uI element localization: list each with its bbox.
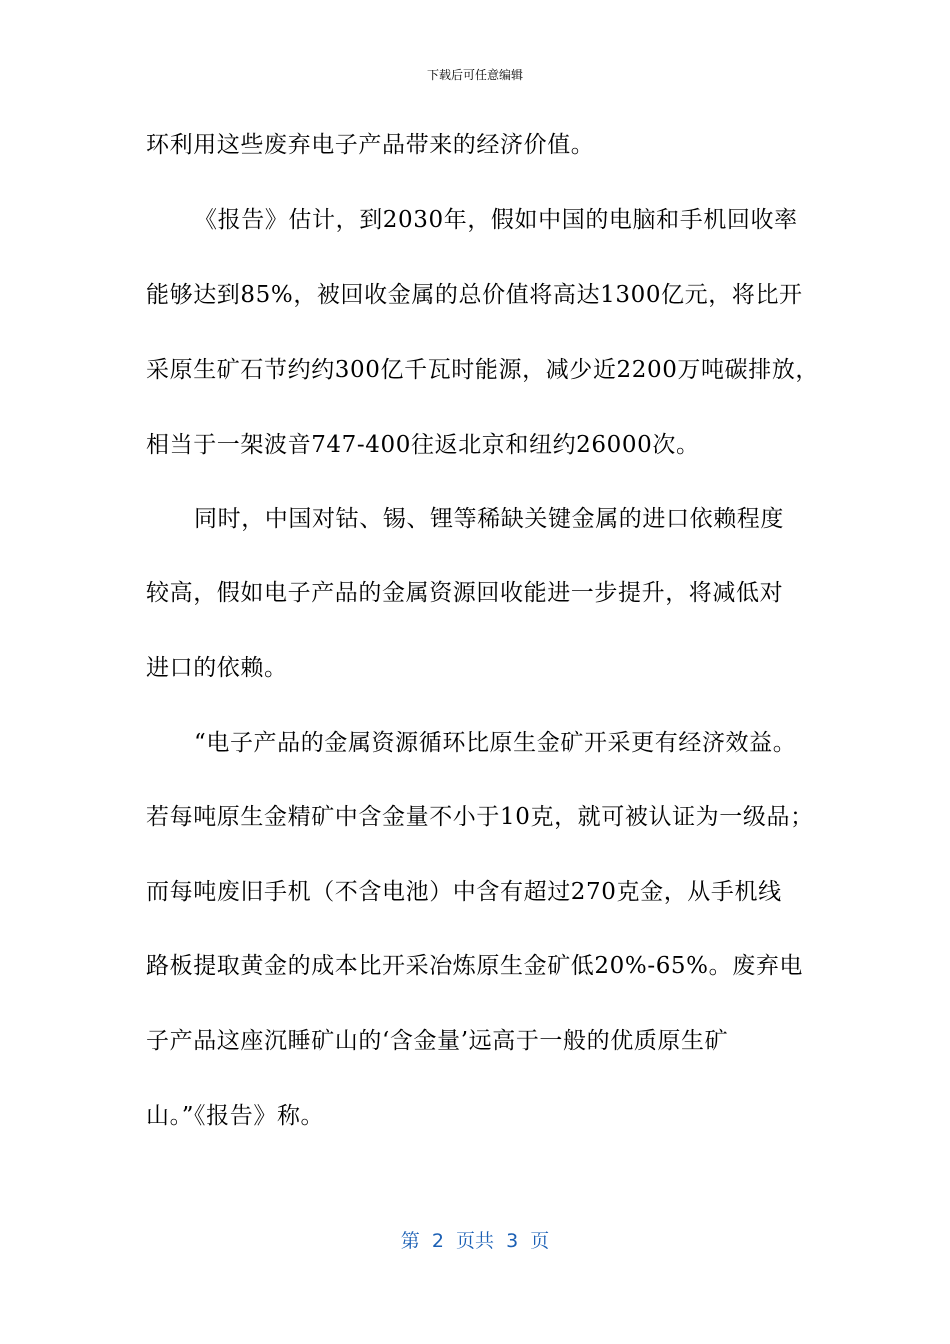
text-line: 相当于一架波音747-400往返北京和纽约26000次。 <box>146 432 700 458</box>
text-line: 较高，假如电子产品的金属资源回收能进一步提升，将减低对 <box>146 580 784 606</box>
page-header: 下载后可任意编辑 <box>426 68 523 82</box>
text-line: 子产品这座沉睡矿山的‘含金量’远高于一般的优质原生矿 <box>146 1028 729 1054</box>
text-line: 路板提取黄金的成本比开采冶炼原生金矿低20%-65%。废弃电 <box>146 953 804 979</box>
text-line: 采原生矿石节约约300亿千瓦时能源，减少近2200万吨碳排放， <box>146 357 820 383</box>
text-line: 进口的依赖。 <box>146 655 288 681</box>
text-line: 而每吨废旧手机（不含电池）中含有超过270克金，从手机线 <box>146 879 782 905</box>
text-line: 环利用这些废弃电子产品带来的经济价值。 <box>146 132 595 158</box>
text-line: 同时，中国对钴、锡、锂等稀缺关键金属的进口依赖程度 <box>194 506 784 532</box>
text-line: 若每吨原生金精矿中含金量不小于10克，就可被认证为一级品； <box>146 804 814 830</box>
text-line: 《报告》估计，到2030年，假如中国的电脑和手机回收率 <box>194 207 798 233</box>
text-line: “电子产品的金属资源循环比原生金矿开采更有经济效益。 <box>194 730 797 756</box>
text-line: 山。”《报告》称。 <box>146 1103 325 1129</box>
text-line: 能够达到85%，被回收金属的总价值将高达1300亿元，将比开 <box>146 282 803 308</box>
page-number-footer: 第 2 页共 3 页 <box>400 1230 550 1252</box>
